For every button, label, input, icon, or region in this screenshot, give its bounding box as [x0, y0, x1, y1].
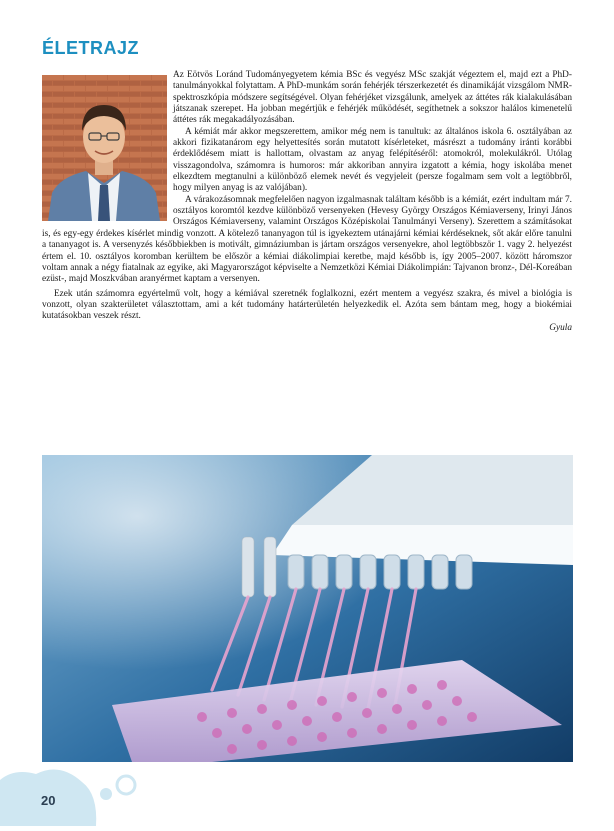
paragraph-4: Ezek után számomra egyértelmű volt, hogy a kémiával szeretnék foglalkozni, ezért mentem a vegyész szakra, és mivel a biológia is vonzott, olyan szakterületet választottam, ami a két tudomány határterületén helyezkedik el. Azóta sem bántam meg, hogy a biokémiai kutatásokban veszek részt.	[42, 288, 572, 322]
page-number: 20	[41, 793, 56, 808]
page-heading: ÉLETRAJZ	[42, 38, 140, 58]
paragraph-3: A várakozásomnak megfelelően nagyon izgalmasnak találtam később is a kémiát, ezért indultam már 7. osztályos koromtól kezdve különböző versenyeken (Hevesy György Országos Kémiaverseny, Irinyi János Országos Kémiaverseny, valamint Országos Középiskolai Tanulmányi Verseny). Szerettem a számításokat is, és egy-egy érdekes kísérlet mindig vonzott. A kötelező tananyagon túl is igyekeztem utánajárni kémiai kérdéseknek, sőt akár előre tanulni a tananyagot is. A versenyzés későbbiekben is motivált, gimnáziumban is jártam országos versenyekre, ahol legtöbbször 1. vagy 2. helyezést értem el. 10. osztályos koromban kerültem be először a kémiai diákolimpiai keretbe, majd később is, így 2005–2007. között háromszor voltam annak a négy fiatalnak az egyike, aki Magyarországot képviselte a Nemzetközi Kémiai Diákolimpián: Tajvanon bronz-, Dél-Koreában ezüst-, majd Moszkvában aranyérmet kaptam a versenyen.	[42, 194, 572, 285]
paragraph-1: Az Eötvös Loránd Tudományegyetem kémia BSc és vegyész MSc szakját végeztem el, majd ezt a PhD-tanulmányokkal folytattam. A PhD-munkám során fehérjék térszerkezetét és dinamikáját vizsgálom NMR-spektroszkópia módszere segítségével. Olyan fehérjéket vizsgálunk, amelyek az áttétes rák kialakulásában játszanak szerepet. Ha jobban megértjük e fehérjék működését, segíthetnek a sokszor halálos kimenetelű áttétes rák megakadályozásában.	[173, 70, 572, 126]
decorative-bubbles	[0, 760, 160, 826]
paragraph-2: A kémiát már akkor megszerettem, amikor még nem is tanultuk: az általános iskola 6. osztályában az akkori fizikatanárom egy helyettesítés során mutatott kísérleteket, másrészt a tudomány iránti korábbi érdeklődésem miatt is hallottam, olvastam az anyag felépítéséről: atomokról, molekulákról. Utólag visszagondolva, számomra is humoros: már akkoriban annyira izgatott a kémia, hogy iskolába menet elkezdtem megtanulni a különböző elemek nevét és vegyjeleit (persze fogalmam sem volt a legtöbbről, hogy milyen anyag is az valójában).	[173, 126, 572, 194]
lab-pipette-photo	[42, 455, 573, 762]
signature: Gyula	[549, 322, 572, 333]
portrait-spacer	[42, 70, 173, 222]
biography-text	[42, 70, 572, 334]
